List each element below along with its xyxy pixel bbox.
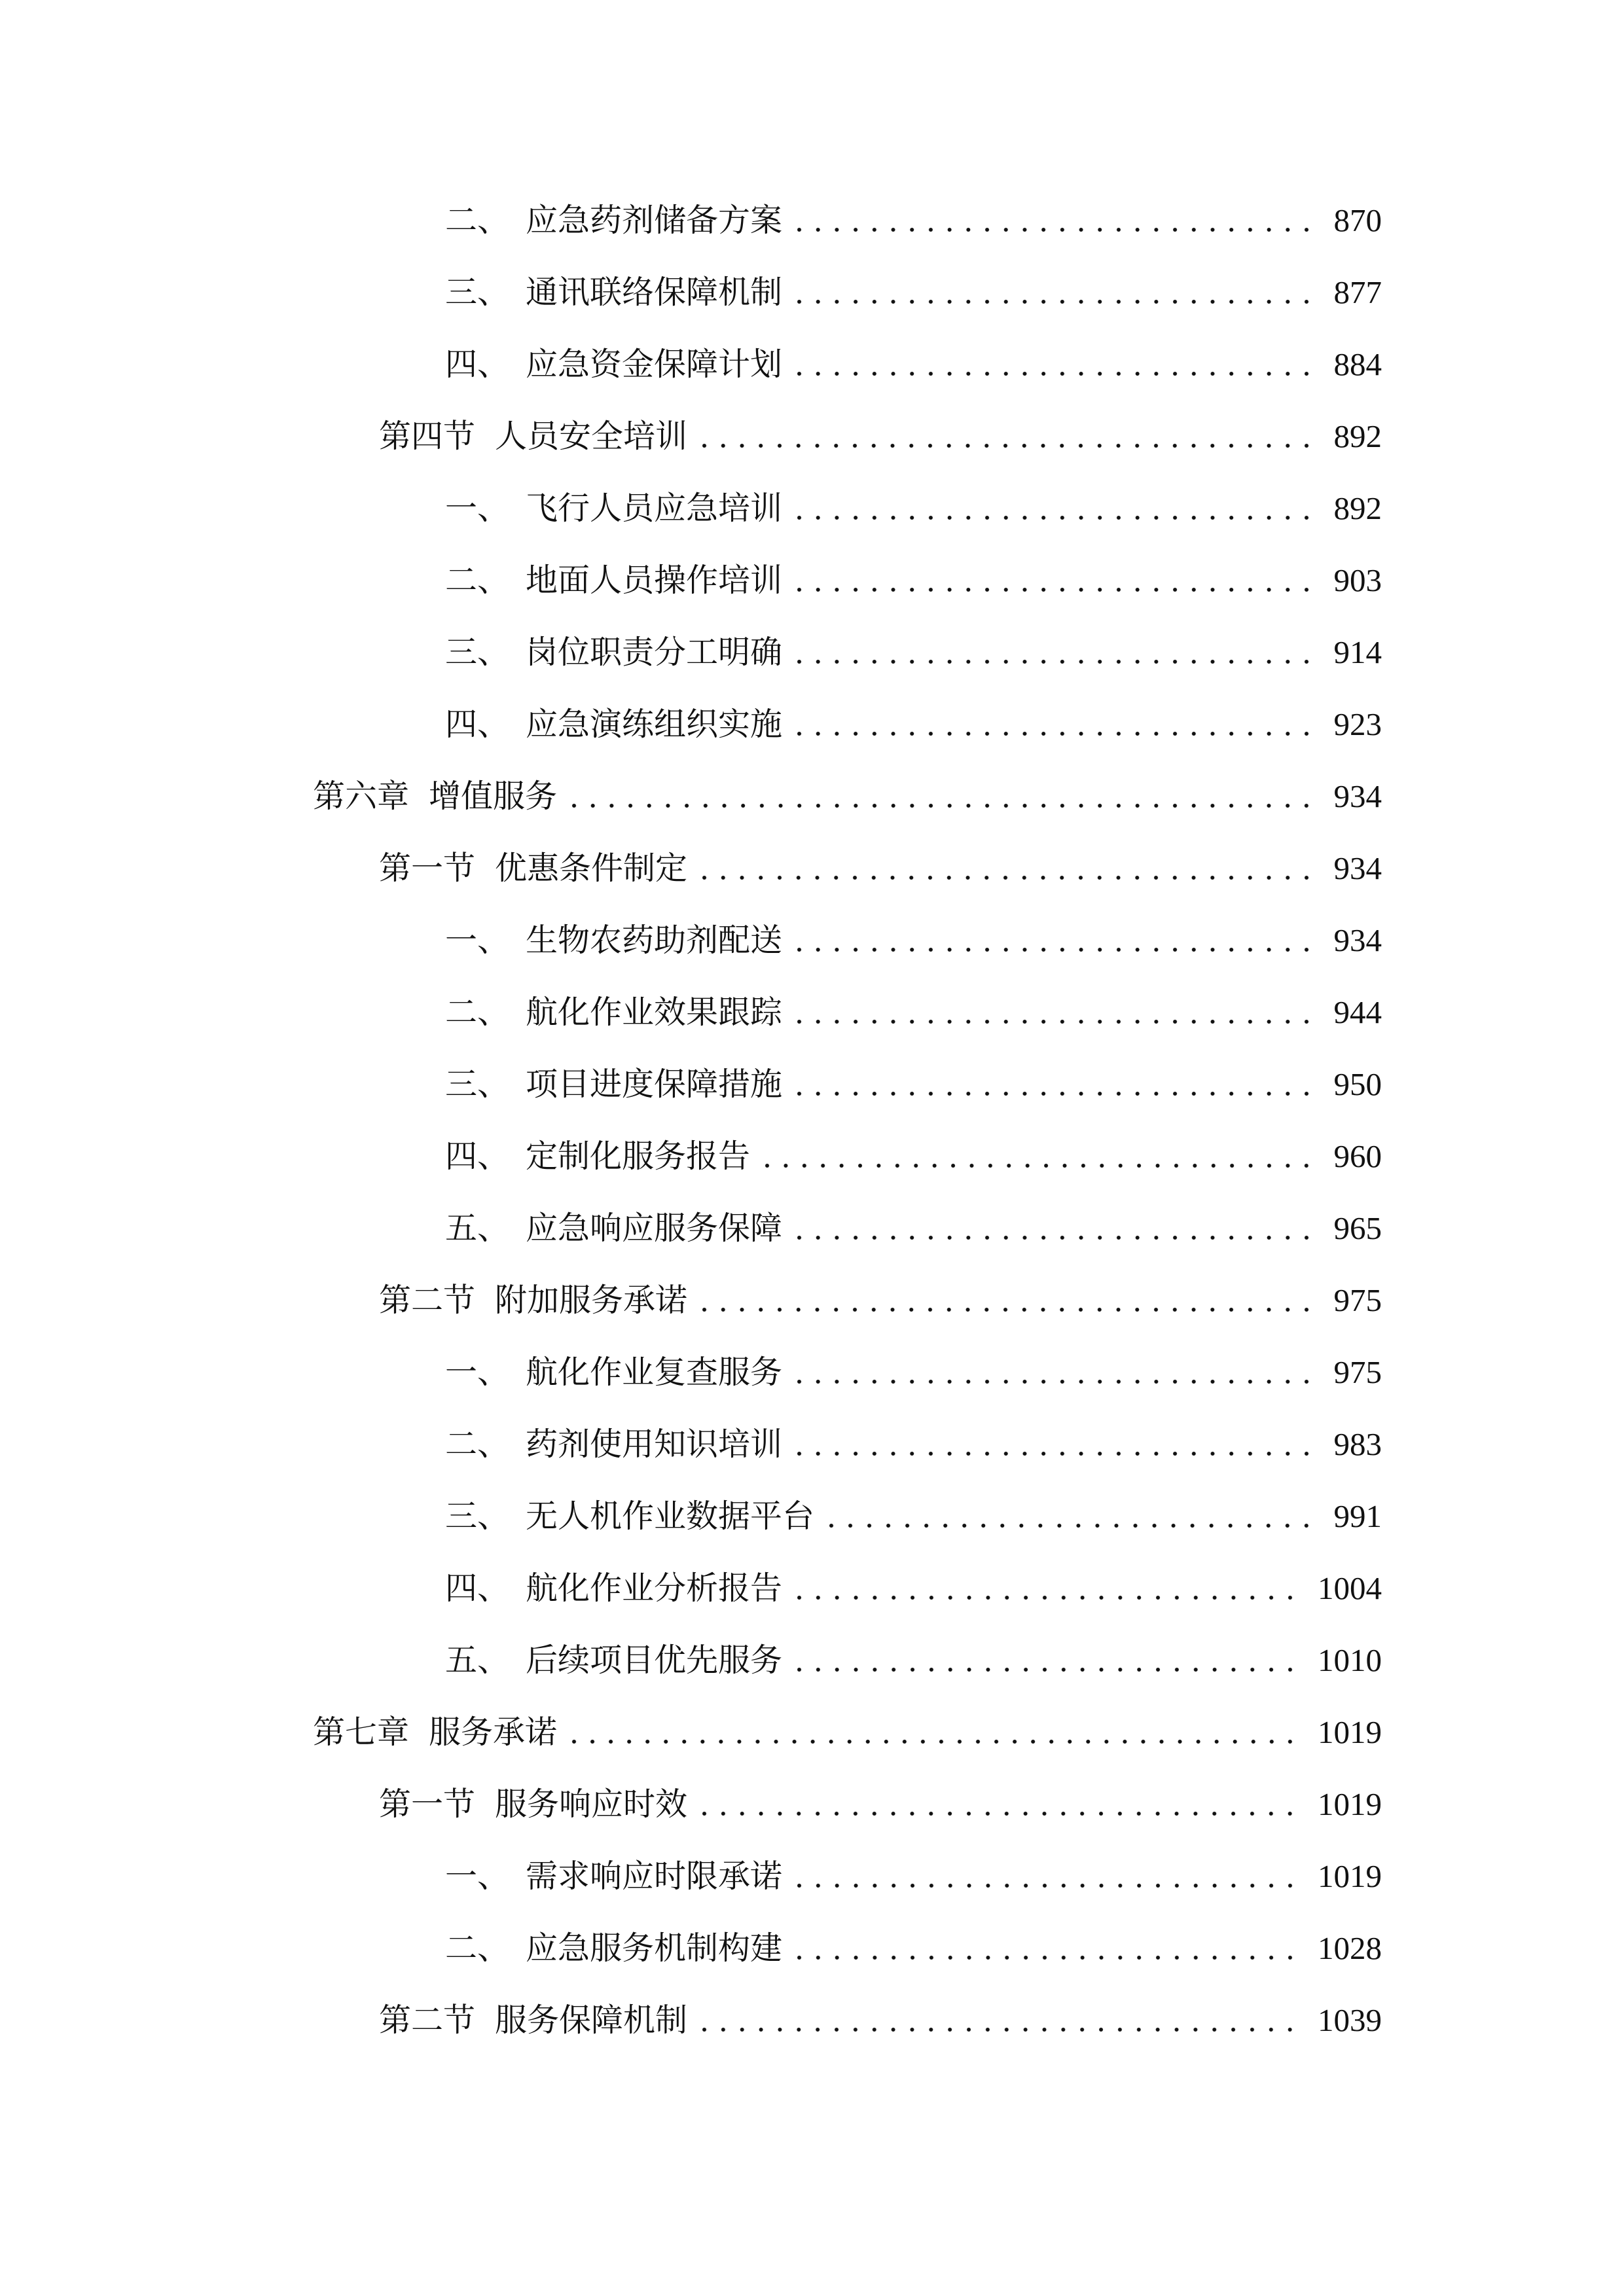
toc-entry-number: 三、 [445, 634, 510, 670]
toc-entry-title: 后续项目优先服务 [526, 1641, 783, 1678]
toc-item-entry [0, 472, 1624, 544]
toc-entry-page: 983 [1333, 1426, 1382, 1462]
toc-entry-title: 地面人员操作培训 [526, 562, 783, 598]
toc-entry-title: 药剂使用知识培训 [526, 1426, 783, 1462]
toc-entry-title: 应急药剂储备方案 [526, 202, 783, 238]
table-of-contents [0, 184, 1624, 2056]
toc-entry-title: 服务保障机制 [495, 2001, 688, 2038]
toc-entry-page: 960 [1333, 1138, 1382, 1174]
dot-leader [565, 1716, 1299, 1748]
toc-entry-page: 1004 [1318, 1570, 1382, 1606]
toc-entry-title: 生物农药助剂配送 [526, 922, 783, 958]
toc-item-entry [0, 1048, 1624, 1120]
toc-entry-number: 三、 [445, 1066, 510, 1102]
toc-entry-title: 人员安全培训 [495, 418, 688, 454]
toc-entry-title: 服务响应时效 [495, 1785, 688, 1822]
toc-entry-number: 二、 [445, 994, 510, 1030]
toc-entry-number: 二、 [445, 202, 510, 238]
toc-entry-title: 优惠条件制定 [495, 850, 688, 886]
toc-item-entry [0, 1840, 1624, 1912]
toc-entry-page: 892 [1333, 418, 1382, 454]
toc-item-entry [0, 544, 1624, 616]
dot-leader [790, 708, 1315, 740]
toc-entry-number: 二、 [445, 1426, 510, 1462]
toc-entry-page: 923 [1333, 706, 1382, 742]
toc-item-entry [0, 1192, 1624, 1264]
toc-entry-title: 需求响应时限承诺 [526, 1857, 783, 1894]
toc-entry-number: 三、 [445, 1498, 510, 1534]
toc-item-entry [0, 1552, 1624, 1624]
dot-leader [790, 492, 1315, 524]
toc-entry-page: 991 [1333, 1498, 1382, 1534]
toc-entry-title: 应急资金保障计划 [526, 346, 783, 382]
dot-leader [695, 852, 1315, 884]
toc-entry-number: 四、 [445, 706, 510, 742]
toc-entry-title: 应急响应服务保障 [526, 1210, 783, 1246]
dot-leader [695, 420, 1315, 452]
dot-leader [790, 924, 1315, 956]
toc-entry-page: 903 [1333, 562, 1382, 598]
toc-entry-title: 通讯联络保障机制 [526, 274, 783, 310]
toc-entry-page: 914 [1333, 634, 1382, 670]
toc-entry-title: 飞行人员应急培训 [526, 490, 783, 526]
toc-item-entry [0, 904, 1624, 976]
toc-chapter-entry [0, 1696, 1624, 1768]
dot-leader [790, 1572, 1299, 1604]
toc-entry-number: 一、 [445, 1857, 510, 1894]
toc-item-entry [0, 184, 1624, 256]
toc-entry-number: 二、 [445, 1929, 510, 1966]
toc-entry-page: 950 [1333, 1066, 1382, 1102]
toc-item-entry [0, 1408, 1624, 1480]
toc-entry-page: 877 [1333, 274, 1382, 310]
toc-entry-page: 975 [1333, 1354, 1382, 1390]
toc-entry-page: 892 [1333, 490, 1382, 526]
dot-leader [790, 1428, 1315, 1460]
toc-entry-page: 975 [1333, 1282, 1382, 1318]
toc-entry-number: 一、 [445, 922, 510, 958]
toc-entry-number: 五、 [445, 1210, 510, 1246]
dot-leader [695, 1788, 1299, 1820]
toc-entry-number: 第四节 [379, 418, 476, 454]
toc-chapter-entry [0, 760, 1624, 832]
toc-entry-number: 第一节 [379, 850, 476, 886]
dot-leader [790, 636, 1315, 668]
toc-entry-page: 934 [1333, 778, 1382, 814]
toc-section-entry [0, 1768, 1624, 1840]
dot-leader [822, 1500, 1315, 1532]
toc-item-entry [0, 976, 1624, 1048]
toc-entry-number: 四、 [445, 1138, 510, 1174]
toc-item-entry [0, 688, 1624, 760]
toc-entry-title: 航化作业分析报告 [526, 1570, 783, 1606]
dot-leader [790, 204, 1315, 236]
dot-leader [695, 2004, 1299, 2036]
toc-item-entry [0, 1480, 1624, 1552]
toc-item-entry [0, 1624, 1624, 1696]
toc-entry-page: 1019 [1318, 1785, 1382, 1822]
toc-entry-page: 934 [1333, 850, 1382, 886]
dot-leader [790, 1860, 1299, 1892]
toc-entry-number: 五、 [445, 1641, 510, 1678]
toc-section-entry [0, 832, 1624, 904]
toc-entry-number: 三、 [445, 274, 510, 310]
toc-item-entry [0, 328, 1624, 400]
toc-item-entry [0, 1912, 1624, 1984]
toc-entry-title: 定制化服务报告 [526, 1138, 751, 1174]
toc-entry-page: 1019 [1318, 1857, 1382, 1894]
dot-leader [790, 1068, 1315, 1100]
toc-item-entry [0, 616, 1624, 688]
toc-item-entry [0, 1120, 1624, 1192]
toc-entry-page: 1010 [1318, 1641, 1382, 1678]
toc-entry-number: 二、 [445, 562, 510, 598]
dot-leader [790, 996, 1315, 1028]
toc-entry-number: 第七章 [313, 1713, 410, 1750]
toc-item-entry [0, 1336, 1624, 1408]
dot-leader [790, 1356, 1315, 1388]
toc-entry-title: 应急演练组织实施 [526, 706, 783, 742]
toc-entry-title: 应急服务机制构建 [526, 1929, 783, 1966]
toc-item-entry [0, 256, 1624, 328]
dot-leader [790, 564, 1315, 596]
dot-leader [790, 1644, 1299, 1676]
toc-entry-page: 1019 [1318, 1713, 1382, 1750]
dot-leader [790, 276, 1315, 308]
toc-entry-number: 第一节 [379, 1785, 476, 1822]
toc-entry-title: 无人机作业数据平台 [526, 1498, 815, 1534]
dot-leader [758, 1140, 1315, 1172]
dot-leader [565, 780, 1315, 812]
dot-leader [790, 1932, 1299, 1964]
toc-entry-number: 第二节 [379, 2001, 476, 2038]
toc-section-entry [0, 400, 1624, 472]
toc-entry-number: 四、 [445, 1570, 510, 1606]
toc-entry-number: 四、 [445, 346, 510, 382]
toc-entry-number: 第六章 [313, 778, 410, 814]
toc-entry-title: 附加服务承诺 [495, 1282, 688, 1318]
dot-leader [790, 348, 1315, 380]
toc-entry-number: 第二节 [379, 1282, 476, 1318]
toc-entry-page: 1028 [1318, 1929, 1382, 1966]
toc-entry-title: 增值服务 [429, 778, 558, 814]
dot-leader [790, 1212, 1315, 1244]
toc-entry-title: 项目进度保障措施 [526, 1066, 783, 1102]
toc-entry-page: 934 [1333, 922, 1382, 958]
toc-entry-page: 1039 [1318, 2001, 1382, 2038]
toc-entry-title: 航化作业效果跟踪 [526, 994, 783, 1030]
toc-entry-title: 航化作业复查服务 [526, 1354, 783, 1390]
toc-entry-title: 岗位职责分工明确 [526, 634, 783, 670]
toc-entry-page: 965 [1333, 1210, 1382, 1246]
toc-entry-number: 一、 [445, 490, 510, 526]
dot-leader [695, 1284, 1315, 1316]
toc-section-entry [0, 1264, 1624, 1336]
toc-entry-page: 884 [1333, 346, 1382, 382]
toc-entry-title: 服务承诺 [429, 1713, 558, 1750]
toc-section-entry [0, 1984, 1624, 2056]
toc-entry-page: 870 [1333, 202, 1382, 238]
toc-entry-number: 一、 [445, 1354, 510, 1390]
toc-entry-page: 944 [1333, 994, 1382, 1030]
